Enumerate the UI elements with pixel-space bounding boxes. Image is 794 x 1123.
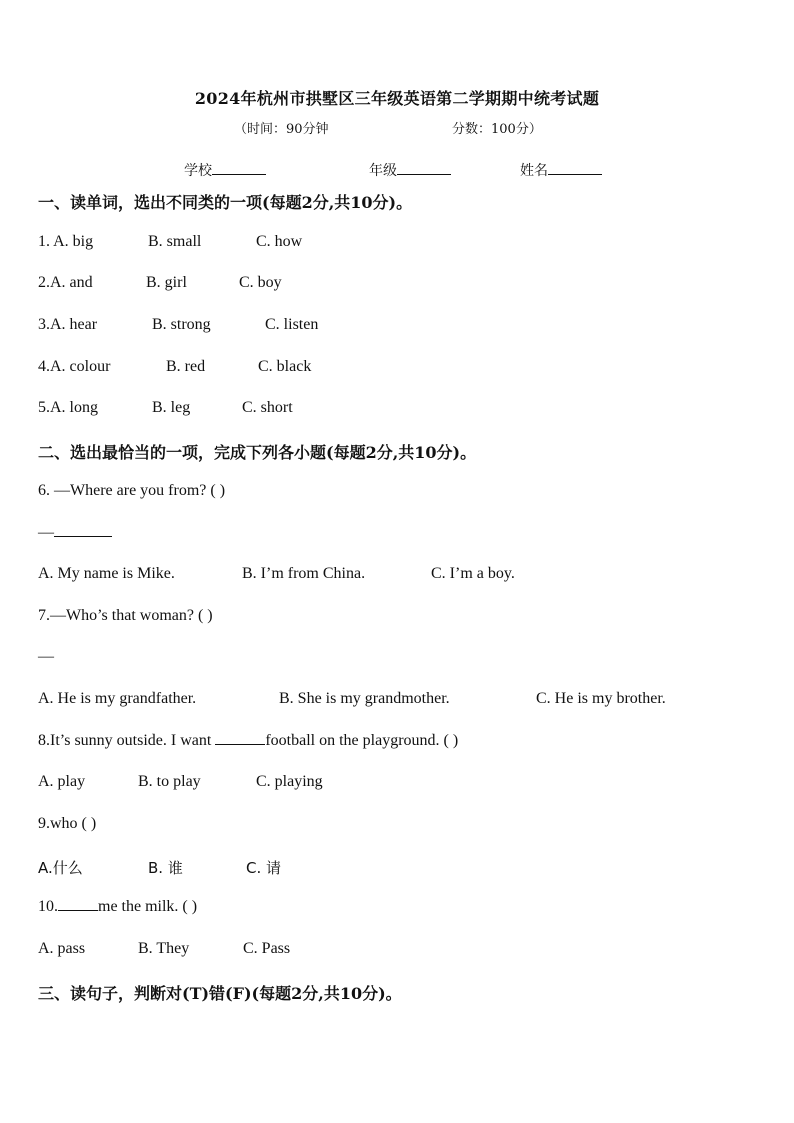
section1-heading: 一、读单词，选出不同类的一项(每题2分,共10分)。: [38, 193, 413, 212]
q5-option-a[interactable]: 5.A. long: [38, 399, 98, 416]
q8-option-c[interactable]: C. playing: [256, 773, 323, 790]
question-2: [38, 274, 93, 292]
q10-option-c[interactable]: C. Pass: [243, 940, 291, 957]
q9-option-a[interactable]: A.什么: [38, 859, 83, 877]
exam-score: 分数：100分）: [452, 122, 542, 137]
question-5: [38, 399, 98, 417]
grade-label: 年级: [369, 163, 397, 179]
q9-option-c[interactable]: C. 请: [246, 859, 282, 877]
q8-stem-start: 8.It’s sunny outside. I want: [38, 732, 216, 749]
name-label: 姓名: [520, 163, 548, 179]
q4-option-b[interactable]: B. red: [166, 358, 206, 375]
q6-reply: [38, 524, 112, 542]
q9-option-b[interactable]: B. 谁: [148, 859, 183, 877]
q5-option-c[interactable]: C. short: [242, 399, 293, 416]
q6-answer-blank[interactable]: [54, 524, 112, 537]
q8-option-a[interactable]: A. play: [38, 773, 86, 790]
q3-option-c[interactable]: C. listen: [265, 316, 319, 333]
grade-blank[interactable]: [397, 160, 451, 175]
q10-answer-blank[interactable]: [58, 898, 98, 911]
q4-option-a[interactable]: 4.A. colour: [38, 358, 111, 375]
q7-option-c[interactable]: C. He is my brother.: [536, 690, 666, 707]
q3-option-a[interactable]: 3.A. hear: [38, 316, 98, 333]
q6-stem: 6. —Where are you from? ( ): [38, 482, 226, 499]
school-label: 学校: [184, 163, 212, 179]
q8-stem: [38, 732, 458, 750]
school-field: [184, 160, 266, 180]
section3-heading: 三、读句子，判断对(T)错(F)(每题2分,共10分)。: [38, 984, 402, 1003]
q2-option-a[interactable]: 2.A. and: [38, 274, 93, 291]
q10-stem: [38, 898, 197, 916]
school-blank[interactable]: [212, 160, 266, 175]
q5-option-b[interactable]: B. leg: [152, 399, 191, 416]
name-blank[interactable]: [548, 160, 602, 175]
q2-option-c[interactable]: C. boy: [239, 274, 282, 291]
q10-stem-end: me the milk. ( ): [98, 898, 198, 915]
q1-option-b[interactable]: B. small: [148, 233, 202, 250]
q1-option-c[interactable]: C. how: [256, 233, 303, 250]
grade-field: [369, 160, 451, 180]
q4-option-c[interactable]: C. black: [258, 358, 312, 375]
exam-time: （时间：90分钟: [234, 122, 329, 137]
q10-option-a[interactable]: A. pass: [38, 940, 86, 957]
q9-stem: 9.who ( ): [38, 815, 97, 832]
q8-stem-end: football on the playground. ( ): [265, 732, 459, 749]
q8-option-b[interactable]: B. to play: [138, 773, 201, 790]
q10-option-b[interactable]: B. They: [138, 940, 190, 957]
exam-title: 2024年杭州市拱墅区三年级英语第二学期期中统考试题: [194, 89, 600, 108]
q1-option-a[interactable]: 1. A. big: [38, 233, 94, 250]
q7-reply: —: [38, 648, 54, 665]
q7-option-a[interactable]: A. He is my grandfather.: [38, 690, 197, 707]
name-field: [520, 160, 602, 180]
question-3: [38, 316, 97, 334]
q7-option-b[interactable]: B. She is my grandmother.: [279, 690, 450, 707]
question-1: [38, 233, 93, 251]
q8-answer-blank[interactable]: [215, 732, 265, 745]
section2-heading: 二、选出最恰当的一项，完成下列各小题(每题2分,共10分)。: [38, 443, 477, 462]
q6-option-b[interactable]: B. I’m from China.: [242, 565, 366, 582]
q2-option-b[interactable]: B. girl: [146, 274, 187, 291]
question-4: [38, 358, 110, 376]
q6-option-a[interactable]: A. My name is Mike.: [38, 565, 175, 582]
q10-number: 10.: [38, 898, 58, 915]
q7-stem: 7.—Who’s that woman? ( ): [38, 607, 213, 624]
q6-reply-dash: —: [38, 524, 54, 541]
q6-option-c[interactable]: C. I’m a boy.: [431, 565, 515, 582]
q3-option-b[interactable]: B. strong: [152, 316, 211, 333]
